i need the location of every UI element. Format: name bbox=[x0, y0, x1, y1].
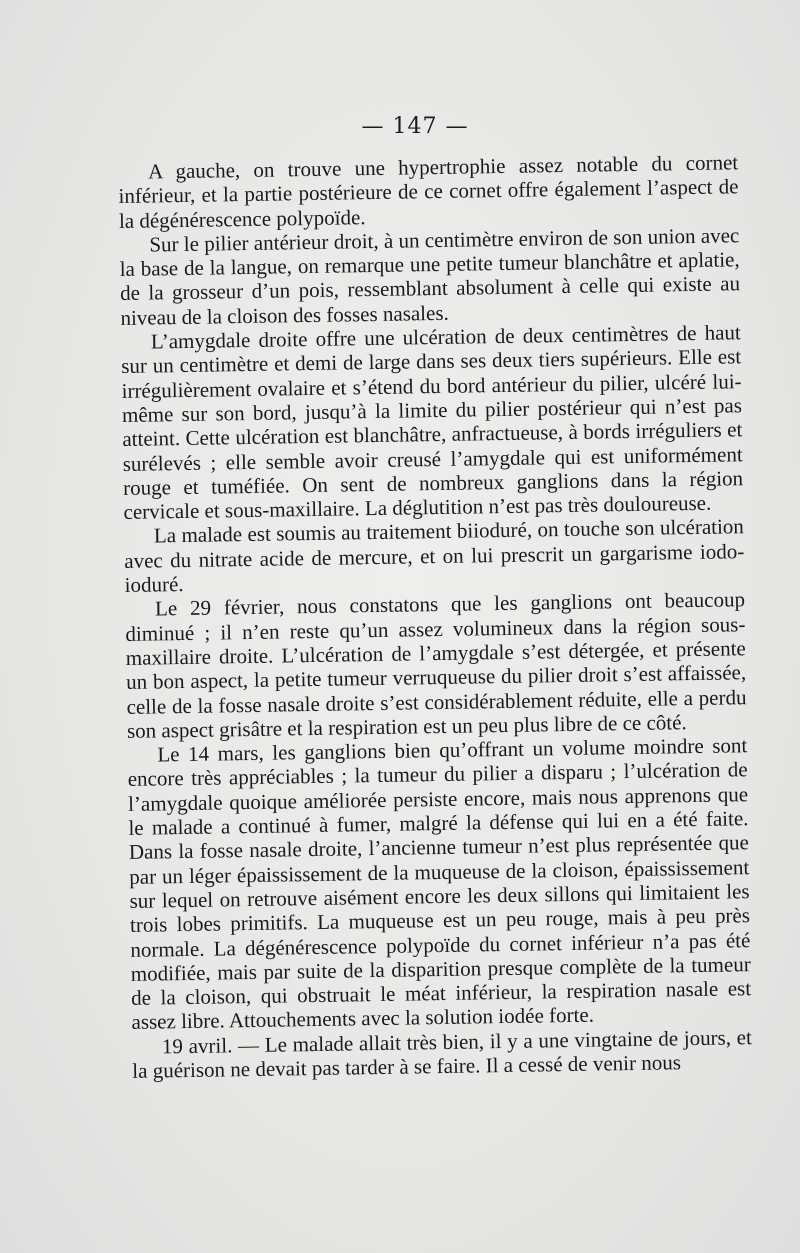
paragraph: Sur le pilier antérieur droit, à un centimètre environ de son union avec la base de la langue, on remarque une petite tumeur blanchâtre et aplatie, de la grosseur d’un pois, ressemblant absolument à celle qui existe au niveau de la cloison des fosses nasales. bbox=[119, 223, 741, 330]
paragraph: 19 avril. — Le malade allait très bien, il y a une vingtaine de jours, et la guérison ne devait pas tarder à se faire. Il a cessé de venir nous bbox=[132, 1024, 753, 1083]
paragraph: A gauche, on trouve une hypertrophie assez notable du cornet inférieur, et la partie postérieure de ce cornet offre également l’aspect de la dégénérescence polypoïde. bbox=[118, 150, 739, 233]
body-text bbox=[118, 150, 752, 1083]
paragraph: La malade est soumis au traitement biioduré, on touche son ulcération avec du nitrate acide de mercure, et on lui prescrit un gargarisme iodo-ioduré. bbox=[124, 514, 745, 597]
page-number: — 147 — bbox=[361, 114, 469, 139]
paragraph: Le 29 février, nous constatons que les ganglions ont beaucoup diminué ; il n’en reste qu’un assez volumineux dans la région sous-maxillaire droite. L’ulcération de l’amygdale s’est détergée, et présente un bon aspect, la petite tumeur verruqueuse du pilier droit s’est affaissée, celle de la fosse nasale droite s’est considérablement réduite, elle a perdu son aspect grisâtre et la respiration est un peu plus libre de ce côté. bbox=[125, 587, 747, 743]
paragraph: Le 14 mars, les ganglions bien qu’offrant un volume moindre sont encore très appréciables ; la tumeur du pilier a disparu ; l’ulcération de l’amygdale quoique améliorée persiste encore, mais nous apprenons que le malade a continué à fumer, malgré la défense qui lui en a été faite. Dans la fosse nasale droite, l’ancienne tumeur n’est plus représentée que par un léger épaississement de la muqueuse de la cloison, épaississement sur lequel on retrouve aisément encore les deux sillons qui limitaient les trois lobes primitifs. La muqueuse est un peu rouge, mais à peu près normale. La dégénérescence polypoïde du cornet inférieur n’a pas été modifiée, mais par suite de la disparition presque complète de la tumeur de la cloison, qui obstruait le méat inférieur, la respiration nasale est assez libre. Attouchements avec la solution iodée forte. bbox=[127, 733, 752, 1035]
paragraph: L’amygdale droite offre une ulcération de deux centimètres de haut sur un centimètre et demi de large dans ses deux tiers supérieurs. Elle est irrégulièrement ovalaire et s’étend du bord antérieur du pilier, ulcéré lui-même sur son bord, jusqu’à la limite du pilier postérieur qui n’est pas atteint. Cette ulcération est blanchâtre, anfractueuse, à bords irréguliers et surélevés ; elle semble avoir creusé l’amygdale qui est uniformément rouge et tuméfiée. On sent de nombreux ganglions dans la région cervicale et sous-maxillaire. La déglutition n’est pas très douloureuse. bbox=[121, 320, 744, 525]
